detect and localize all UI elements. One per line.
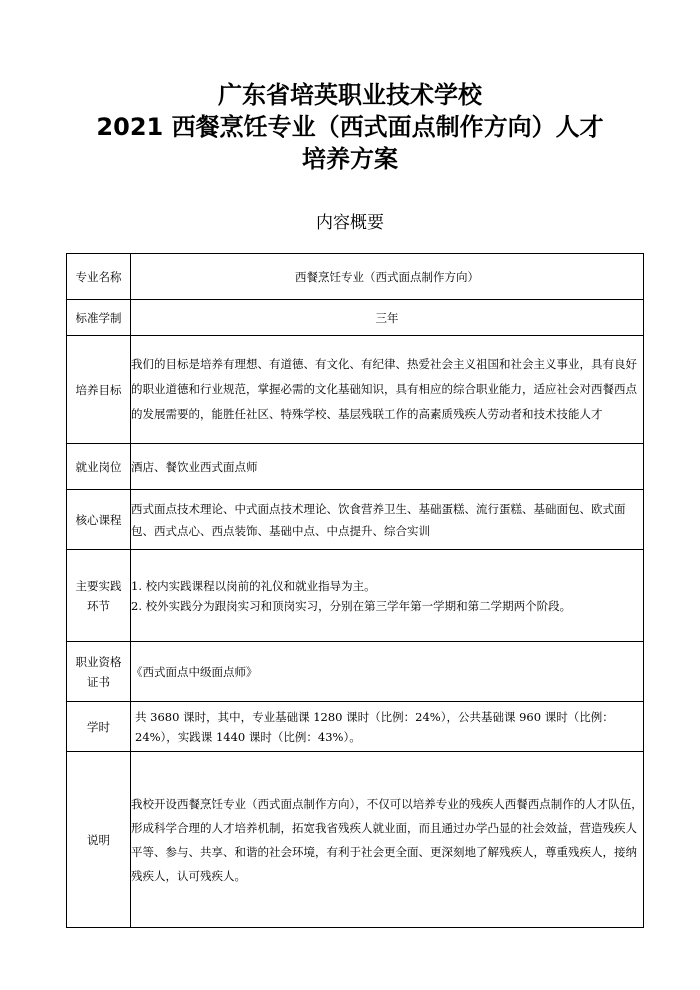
row-value-goal: 我们的目标是培养有理想、有道德、有文化、有纪律、热爱社会主义祖国和社会主义事业，具有良好的职业道德和行业规范，掌握必需的文化基础知识，具有相应的综合职业能力，适应社会对西餐西点的发展需要的，能胜任社区、特殊学校、基层残联工作的高素质残疾人劳动者和技术技能人才 (131, 336, 644, 444)
row-value-practice (131, 550, 644, 642)
row-label-duration: 标准学制 (67, 300, 131, 336)
table-row-notes (67, 752, 644, 928)
overview-table (66, 253, 644, 928)
table-row-courses (67, 490, 644, 550)
row-label-hours: 学时 (67, 702, 131, 752)
row-label-certificate (67, 642, 131, 702)
row-label-notes: 说明 (67, 752, 131, 928)
document-title-program: 2021 西餐烹饪专业（西式面点制作方向）人才 (96, 113, 604, 141)
table-row-duration (67, 300, 644, 336)
table-row-major (67, 254, 644, 300)
row-value-jobs: 酒店、餐饮业西式面点师 (131, 444, 644, 490)
row-label-certificate-line2: 证书 (87, 674, 110, 689)
row-label-courses: 核心课程 (67, 490, 131, 550)
table-row-hours (67, 702, 644, 752)
row-value-certificate: 《西式面点中级面点师》 (131, 642, 644, 702)
row-label-major: 专业名称 (67, 254, 131, 300)
section-title: 内容概要 (316, 213, 384, 233)
row-value-notes: 我校开设西餐烹饪专业（西式面点制作方向），不仅可以培养专业的残疾人西餐西点制作的人才队伍，形成科学合理的人才培养机制，拓宽我省残疾人就业面，而且通过办学凸显的社会效益，营造残疾人平等、参与、共享、和谐的社会环境，有利于社会更全面、更深刻地了解残疾人，尊重残疾人，接纳残疾人，认可残疾人。 (131, 752, 644, 928)
document-title-program-cont: 培养方案 (302, 145, 398, 173)
row-label-goal: 培养目标 (67, 336, 131, 444)
table-row-goal (67, 336, 644, 444)
row-label-practice-line2: 环节 (87, 598, 110, 613)
row-value-duration: 三年 (131, 300, 644, 336)
table-row-certificate (67, 642, 644, 702)
row-label-practice-line1: 主要实践 (75, 578, 122, 593)
table-row-practice (67, 550, 644, 642)
practice-item: 2. 校外实践分为跟岗实习和顶岗实习，分别在第三学年第一学期和第二学期两个阶段。 (131, 599, 572, 613)
row-label-jobs: 就业岗位 (67, 444, 131, 490)
row-value-courses: 西式面点技术理论、中式面点技术理论、饮食营养卫生、基础蛋糕、流行蛋糕、基础面包、欧式面包、西式点心、西点装饰、基础中点、中点提升、综合实训 (131, 490, 644, 550)
practice-item: 1. 校内实践课程以岗前的礼仪和就业指导为主。 (131, 579, 376, 593)
table-row-jobs (67, 444, 644, 490)
row-value-hours: 共 3680 课时，其中，专业基础课 1280 课时（比例：24%），公共基础课 960 课时（比例：24%），实践课 1440 课时（比例：43%）。 (131, 702, 644, 752)
row-label-certificate-line1: 职业资格 (75, 654, 122, 669)
row-label-practice (67, 550, 131, 642)
row-value-major: 西餐烹饪专业（西式面点制作方向） (131, 254, 644, 300)
document-title-school: 广东省培英职业技术学校 (218, 81, 482, 109)
